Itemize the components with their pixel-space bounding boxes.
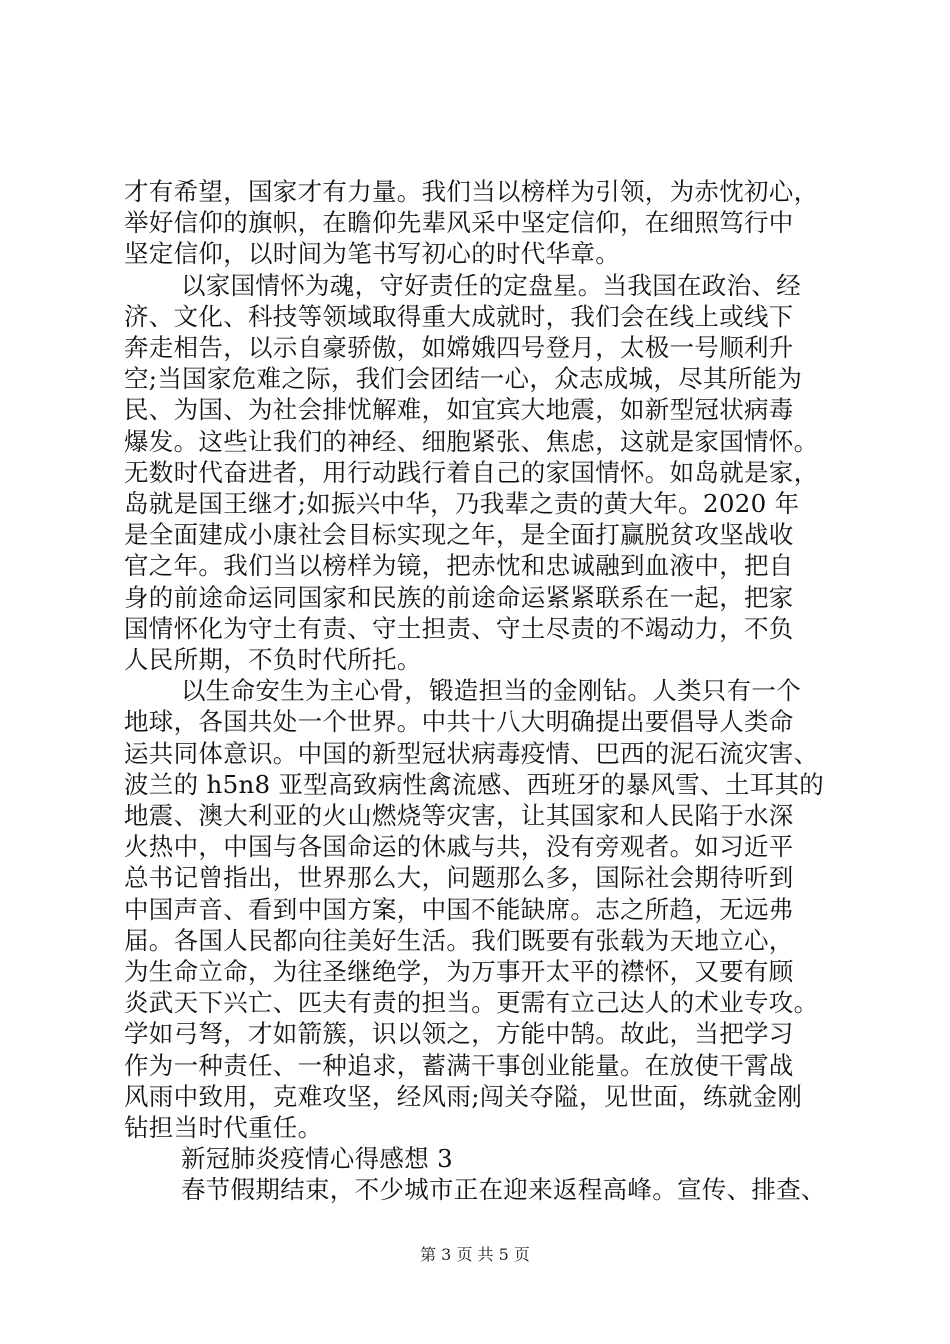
section-heading: 新冠肺炎疫情心得感想 3: [181, 1144, 453, 1174]
body-line: 人民所期，不负时代所托。: [124, 645, 422, 674]
body-line: 岛就是国王继才;如振兴中华，乃我辈之责的黄大年。2020 年: [124, 489, 800, 518]
body-line: 地球，各国共处一个世界。中共十八大明确提出要倡导人类命: [124, 707, 794, 737]
body-line: 才有希望，国家才有力量。我们当以榜样为引领，为赤忱初心，: [124, 177, 819, 206]
body-line: 举好信仰的旗帜，在瞻仰先辈风采中坚定信仰，在细照笃行中: [124, 208, 794, 238]
body-line: 为生命立命，为往圣继绝学，为万事开太平的襟怀，又要有顾: [124, 957, 794, 986]
paragraph-start-line: 以家国情怀为魂，守好责任的定盘星。当我国在政治、经: [181, 270, 801, 300]
body-line: 学如弓弩，才如箭簇，识以领之，方能中鹄。故此，当把学习: [124, 1019, 794, 1049]
body-line: 官之年。我们当以榜样为镜，把赤忱和忠诚融到血液中，把自: [124, 551, 794, 581]
paragraph-start-line: 春节假期结束，不少城市正在迎来返程高峰。宣传、排查、: [181, 1175, 826, 1205]
body-line: 作为一种责任、一种追求，蓄满干事创业能量。在放使干霄战: [124, 1050, 794, 1080]
body-line: 运共同体意识。中国的新型冠状病毒疫情、巴西的泥石流灾害、: [124, 738, 819, 768]
body-line: 坚定信仰，以时间为笔书写初心的时代华章。: [124, 239, 620, 269]
body-line: 奔走相告，以示自豪骄傲，如嫦娥四号登月，太极一号顺利升: [124, 333, 794, 362]
body-line: 总书记曾指出，世界那么大，问题那么多，国际社会期待听到: [124, 863, 794, 893]
body-line: 中国声音、看到中国方案，中国不能缺席。志之所趋，无远弗: [124, 894, 794, 924]
body-line: 身的前途命运同国家和民族的前途命运紧紧联系在一起，把家: [124, 582, 794, 612]
body-line: 波兰的 h5n8 亚型高致病性禽流感、西班牙的暴风雪、土耳其的: [124, 769, 825, 799]
body-line: 是全面建成小康社会目标实现之年，是全面打赢脱贫攻坚战收: [124, 520, 794, 550]
body-line: 风雨中致用，克难攻坚，经风雨;闯关夺隘，见世面，练就金刚: [124, 1081, 803, 1111]
body-line: 火热中，中国与各国命运的休戚与共，没有旁观者。如习近平: [124, 832, 794, 862]
body-line: 钻担当时代重任。: [124, 1113, 323, 1142]
page-footer: 第 3 页 共 5 页: [420, 1245, 530, 1264]
body-line: 国情怀化为守土有责、守土担责、守土尽责的不竭动力，不负: [124, 613, 794, 643]
body-line: 空;当国家危难之际，我们会团结一心，众志成城，尽其所能为: [124, 364, 803, 394]
paragraph-start-line: 以生命安生为主心骨，锻造担当的金刚钻。人类只有一个: [181, 676, 801, 706]
body-line: 民、为国、为社会排忧解难，如宜宾大地震，如新型冠状病毒: [124, 395, 794, 425]
body-line: 济、文化、科技等领域取得重大成就时，我们会在线上或线下: [124, 301, 794, 331]
body-line: 地震、澳大利亚的火山燃烧等灾害，让其国家和人民陷于水深: [124, 801, 794, 830]
body-line: 届。各国人民都向往美好生活。我们既要有张载为天地立心，: [124, 925, 794, 955]
body-line: 爆发。这些让我们的神经、细胞紧张、焦虑，这就是家国情怀。: [124, 426, 819, 456]
body-line: 无数时代奋进者，用行动践行着自己的家国情怀。如岛就是家，: [124, 457, 819, 487]
body-line: 炎武天下兴亡、匹夫有责的担当。更需有立己达人的术业专攻。: [124, 988, 819, 1018]
